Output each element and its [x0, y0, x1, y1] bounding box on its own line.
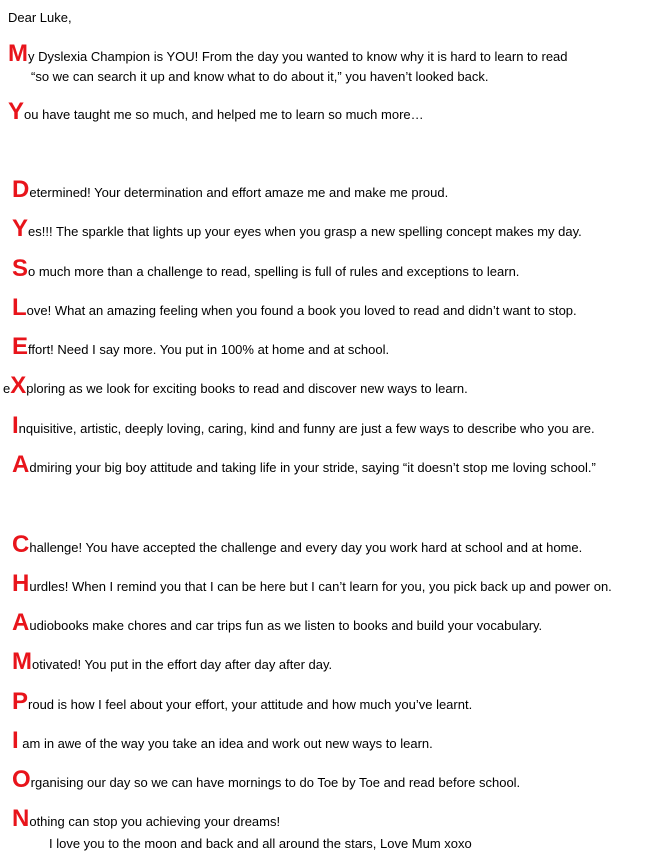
acrostic-initial: M [12, 648, 32, 675]
acrostic-initial: I [12, 412, 19, 439]
acrostic-initial: Y [12, 215, 29, 242]
prefix-text: e [3, 381, 11, 396]
champion-line-p [12, 688, 473, 715]
champion-line-i [12, 727, 433, 754]
acrostic-initial: M [8, 40, 28, 67]
acrostic-text: urdles! When I remind you that I can be here but I can’t learn for you, you pick back up and power on. [29, 579, 612, 594]
acrostic-text: rganising our day so we can have mornings to do Toe by Toe and read before school. [30, 775, 521, 790]
acrostic-text: hallenge! You have accepted the challenge and every day you work hard at school and at home. [29, 540, 583, 555]
acrostic-text: o much more than a challenge to read, spelling is full of rules and exceptions to learn. [28, 264, 520, 279]
acrostic-text: am in awe of the way you take an idea and work out new ways to learn. [18, 736, 433, 751]
dyslexia-line-x [3, 372, 468, 399]
acrostic-text: dmiring your big boy attitude and taking life in your stride, saying “it doesn’t stop me loving school.” [29, 460, 596, 475]
intro-line-text: y Dyslexia Champion is YOU! From the day you wanted to know why it is hard to learn to read [28, 49, 568, 64]
acrostic-initial: A [12, 609, 30, 636]
dyslexia-line-y [12, 215, 582, 242]
acrostic-text: ove! What an amazing feeling when you found a book you loved to read and didn’t want to stop. [26, 303, 577, 318]
greeting: Dear Luke, [8, 10, 72, 25]
champion-line-o [12, 766, 521, 793]
dyslexia-line-d [12, 176, 449, 203]
dyslexia-line-s [12, 255, 520, 282]
dyslexia-line-a [12, 451, 596, 478]
champion-line-a [12, 609, 543, 636]
intro-line-1 [8, 40, 568, 67]
signoff: I love you to the moon and back and all around the stars, Love Mum xoxo [49, 836, 472, 851]
dyslexia-line-e [12, 333, 390, 360]
acrostic-initial: H [12, 570, 30, 597]
acrostic-text: ploring as we look for exciting books to read and discover new ways to learn. [26, 381, 468, 396]
dyslexia-line-i [12, 412, 595, 439]
acrostic-text: roud is how I feel about your effort, your attitude and how much you’ve learnt. [28, 697, 473, 712]
intro-line-2: “so we can search it up and know what to do about it,” you haven’t looked back. [31, 69, 489, 84]
champion-line-n [12, 805, 281, 832]
acrostic-initial: A [12, 451, 30, 478]
acrostic-initial: L [12, 294, 27, 321]
acrostic-text: ffort! Need I say more. You put in 100% at home and at school. [28, 342, 390, 357]
acrostic-text: udiobooks make chores and car trips fun as we listen to books and build your vocabulary. [29, 618, 543, 633]
acrostic-initial: E [12, 333, 29, 360]
acrostic-text: etermined! Your determination and effort amaze me and make me proud. [29, 185, 449, 200]
acrostic-text: nquisitive, artistic, deeply loving, caring, kind and funny are just a few ways to describe who you are. [18, 421, 595, 436]
champion-line-m [12, 648, 333, 675]
acrostic-text: otivated! You put in the effort day after day after day. [32, 657, 333, 672]
acrostic-initial: N [12, 805, 30, 832]
acrostic-text: othing can stop you achieving your dreams! [29, 814, 281, 829]
acrostic-initial: Y [8, 98, 25, 125]
intro-line-text: ou have taught me so much, and helped me to learn so much more… [24, 107, 424, 122]
acrostic-initial: I [12, 727, 19, 754]
acrostic-initial: S [12, 255, 29, 282]
champion-line-c [12, 531, 583, 558]
acrostic-initial: C [12, 531, 30, 558]
acrostic-text: es!!! The sparkle that lights up your eyes when you grasp a new spelling concept makes my day. [28, 224, 582, 239]
champion-line-h [12, 570, 612, 597]
acrostic-initial: X [10, 372, 27, 399]
acrostic-initial: O [12, 766, 31, 793]
acrostic-initial: D [12, 176, 30, 203]
acrostic-initial: P [12, 688, 29, 715]
dyslexia-line-l [12, 294, 577, 321]
intro-line-3 [8, 98, 424, 125]
